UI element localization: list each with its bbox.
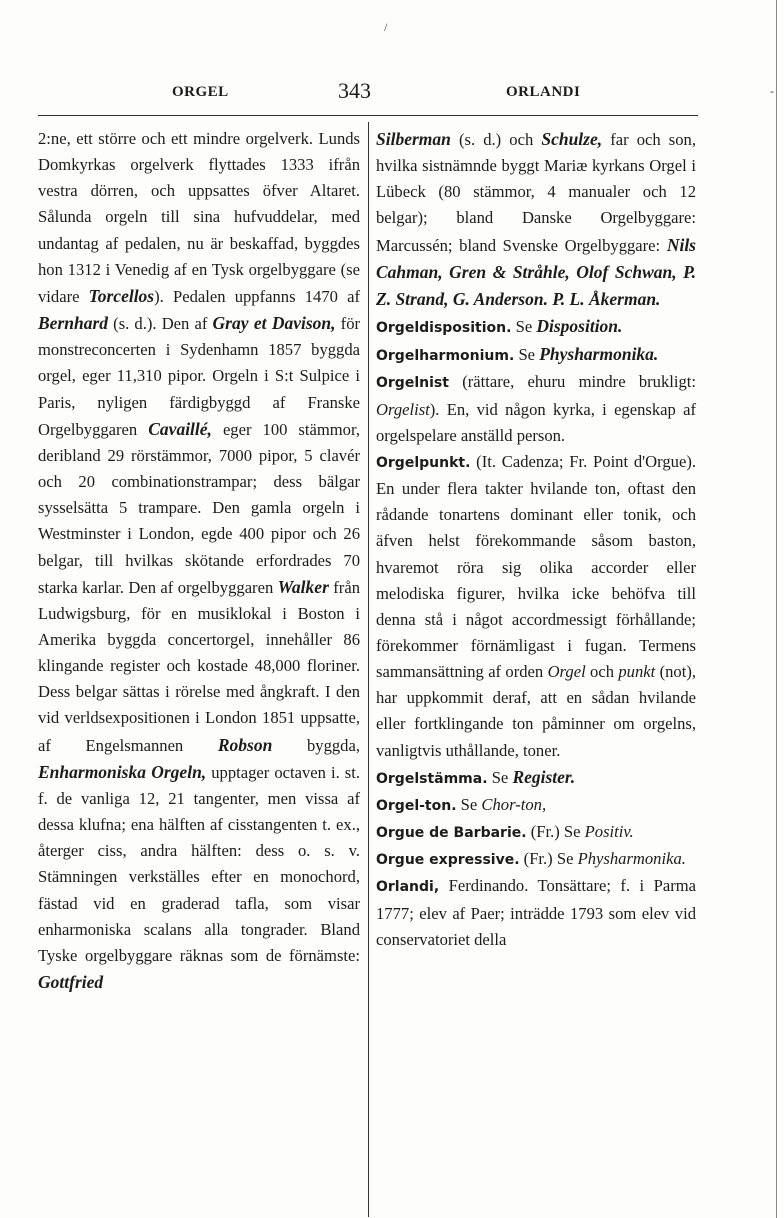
paragraph	[38, 126, 360, 996]
italic-term: Physharmonika.	[577, 849, 686, 869]
body-text: för monstreconcerten i Sydenhamn 1857 byggda orgel, eger 11,310 pipor. Orgeln i S:t Sulpice i Paris, nyligen färdigbyggd af Franske Orgelbyggaren	[38, 314, 361, 439]
italic-name: Register.	[512, 766, 576, 787]
italic-name: Schulze,	[541, 129, 603, 149]
body-text: (not), har uppkommit deraf, att en sådan hvilande eller fortklingande ton påminner om orgelns, vanligtvis uthållande, toner.	[376, 662, 696, 760]
dictionary-entry	[376, 873, 696, 952]
body-text: (Fr.) Se	[519, 849, 578, 869]
body-text: 2:ne, ett större och ett mindre orgelverk. Lunds Domkyrkas orgelverk flyttades 1333 ifrån vestra dörren, och uppsattes öfver Altaret. Sålunda orgeln till sina hufvuddelar, med undantag af pedalen, nu är beskaffad, byggdes hon 1312 i Venedig af en Tysk orgelbyggare (se vidare	[38, 129, 360, 306]
page-edge	[776, 0, 777, 1218]
italic-name: Gottfried	[38, 972, 104, 992]
column-divider	[368, 122, 369, 1217]
body-text: (It. Cadenza; Fr. Point d'Orgue). En under flera takter hvilande ton, oftast den rådande tonartens dominant eller tonik, och äfven helst förekommande såsom baston, hvaremot röra sig olika accorder eller melodiska figurer, hvilka icke behöfva till denna stå i något accordmessigt förhållande; förekommer förnämligast i fugan. Termens sammansättning af orden	[376, 451, 696, 682]
left-column	[38, 126, 360, 996]
italic-name: Walker	[277, 576, 329, 597]
dictionary-entry	[376, 846, 696, 873]
body-text: (s. d.). Den af	[108, 314, 213, 334]
body-text: ). En, vid någon kyrka, i egenskap af orgelspelare anställd person.	[376, 399, 696, 445]
entry-headword: Orgelpunkt.	[376, 454, 471, 471]
italic-term: punkt	[618, 662, 656, 682]
italic-name: Robson	[217, 734, 273, 755]
body-text: Se	[511, 317, 537, 337]
body-text: Se	[456, 794, 482, 814]
entry-headword: Orgelnist	[376, 375, 449, 392]
body-text: (s. d.) och	[450, 130, 542, 149]
dictionary-entry	[376, 819, 696, 846]
body-text: eger 100 stämmor, deribland 29 rörstämmor, 7000 pipor, 5 clavér och 20 combinationstrampar; dess bälgar sysselsätta 5 trampare. Den gamla orgeln i Westminster i London, egde 400 pipor och 26 belgar, till hvilkas skötande erfordrades 70 starka karlar. Den af orgelbyggaren	[38, 419, 360, 597]
italic-term: Positiv.	[584, 822, 634, 842]
running-header	[0, 78, 784, 108]
entry-headword: Orgue expressive.	[376, 852, 520, 869]
italic-name: Torcellos	[88, 285, 155, 306]
dictionary-entry	[376, 341, 696, 369]
body-text: Se	[514, 345, 540, 365]
entry-headword: Orgel-ton.	[376, 797, 457, 814]
body-text: far och son, hvilka sistnämnde byggt Mariæ kyrkans Orgel i Lübeck (80 stämmor, 4 manualer och 12 belgar); bland Danske Orgelbyggare: Marcussén; bland Svenske Orgelbyggare:	[376, 130, 696, 255]
body-text: byggda,	[272, 735, 360, 755]
header-right-word: ORLANDI	[506, 84, 581, 100]
italic-name: Physharmonika.	[539, 344, 659, 365]
dictionary-entry	[376, 313, 696, 341]
italic-name: Enharmoniska Orgeln,	[38, 761, 207, 782]
body-text: (rättare, ehuru mindre brukligt:	[448, 372, 696, 392]
italic-term: Orgelist	[376, 399, 430, 419]
body-text: Ferdinando. Tonsättare; f. i Parma 1777; elev af Paer; inträdde 1793 som elev vid conservatoriet della	[376, 876, 696, 949]
italic-name: Disposition.	[536, 316, 623, 337]
header-left-word: ORGEL	[172, 84, 229, 100]
paragraph	[376, 126, 696, 313]
dictionary-entry	[376, 764, 696, 792]
dictionary-entry	[376, 449, 696, 764]
dictionary-entry	[376, 369, 696, 448]
body-text: (Fr.) Se	[526, 822, 585, 842]
entry-headword: Orgeldisposition.	[376, 320, 512, 337]
body-text: upptager octaven i. st. f. de vanliga 12, 21 tangenter, men vissa af dessa klufna; ena hälften af cisstangenten t. ex., återger ciss, andra hälften: dess o. s. v. Stämningen verkställes efter en monochord, fästad vid en graderad tafla, som visar enharmoniska scalans alla tongrader. Bland Tyske orgelbyggare räknas som de förnämste:	[38, 762, 360, 965]
right-column	[376, 126, 696, 953]
entry-headword: Orgelharmonium.	[376, 348, 515, 365]
italic-name: Gray et Davison,	[212, 313, 336, 334]
italic-name: Silberman	[376, 129, 451, 149]
italic-term: Orgel	[547, 662, 586, 682]
entry-headword: Orgue de Barbarie.	[376, 825, 527, 842]
entry-headword: Orlandi,	[376, 879, 440, 896]
body-text: Se	[487, 767, 513, 787]
italic-name: Bernhard	[38, 313, 109, 334]
stray-mark-top: /	[384, 20, 388, 34]
page-number: 343	[338, 78, 371, 103]
italic-term: Chor-ton,	[481, 794, 547, 814]
body-text: och	[585, 662, 619, 682]
body-text: ). Pedalen uppfanns 1470 af	[154, 286, 360, 306]
entry-headword: Orgelstämma.	[376, 770, 488, 787]
header-rule	[38, 115, 698, 116]
italic-name: Nils Cahman, Gren & Stråhle, Olof Schwan, P. Z. Strand, G. Anderson. P. L. Åkerman.	[376, 234, 696, 309]
body-text: från Ludwigsburg, för en musiklokal i Boston i Amerika byggda concertorgel, innehåller 86 klingande register och kostade 48,000 floriner. Dess belgar sättas i rörelse med ångkraft. I den vid verldsexpositionen i London 1851 uppsatte, af Engelsmannen	[38, 577, 360, 755]
dictionary-entry	[376, 792, 696, 819]
stray-mark-right: ‑	[770, 84, 774, 98]
italic-name: Cavaillé,	[148, 418, 212, 439]
